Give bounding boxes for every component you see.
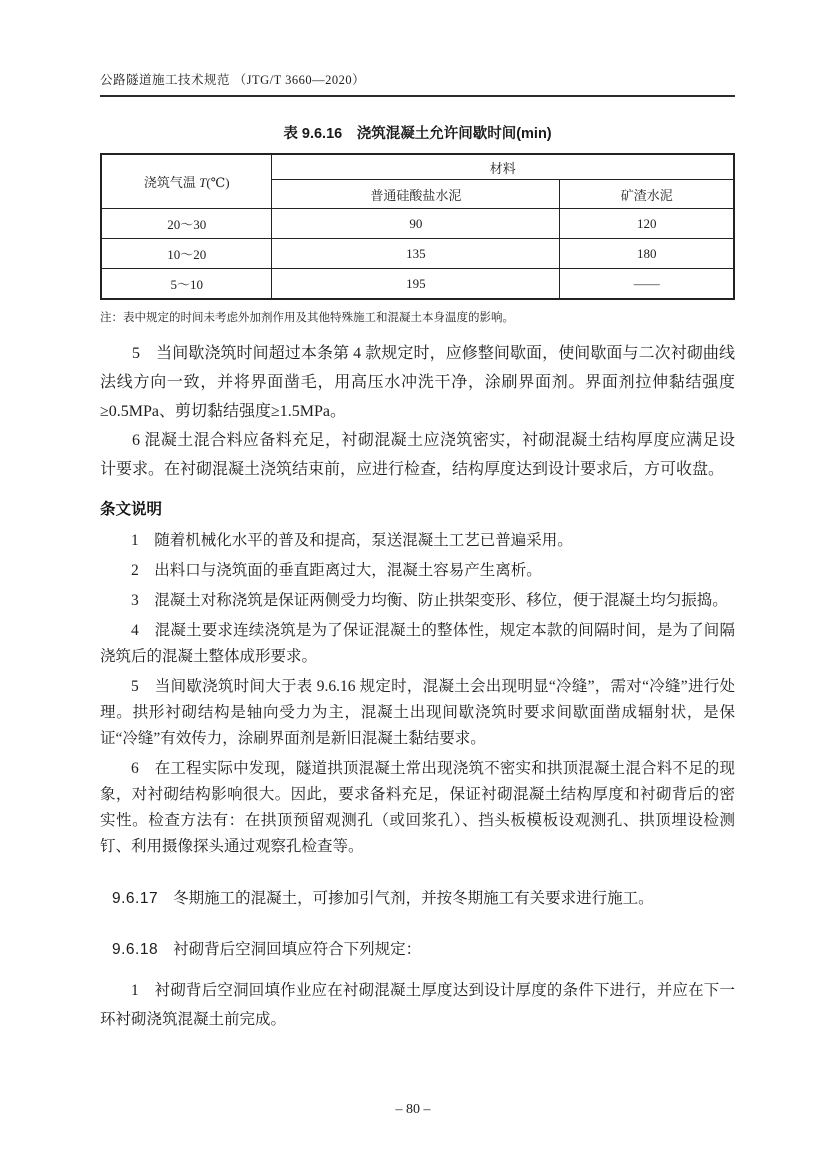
explanation-item-3: 3 混凝土对称浇筑是保证两侧受力均衡、防止拱架变形、移位，便于混凝土均匀振捣。 bbox=[131, 592, 728, 609]
clause-number: 9.6.18 bbox=[112, 941, 159, 958]
explanation-item-6: 6 在工程实际中发现，隧道拱顶混凝土常出现浇筑不密实和拱顶混凝土混合料不足的现象，对衬砌结构影响很大。因此，要求备料充足，保证衬砌混凝土结构厚度和衬砌背后的密实性。检查方法有：在拱顶预留观测孔（或回浆孔）、挡头板模板设观测孔、拱顶埋设检测钉、利用摄像探头通过观察孔检查等。 bbox=[100, 760, 735, 855]
col-header-opc: 普通硅酸盐水泥 bbox=[272, 180, 560, 209]
cell-slag-value: —— bbox=[560, 269, 734, 300]
page-number: – 80 – bbox=[395, 1102, 431, 1117]
group-header-material: 材料 bbox=[272, 154, 734, 180]
cell-opc-value: 135 bbox=[272, 239, 560, 269]
clause-text: 衬砌背后空洞回填应符合下列规定： bbox=[173, 941, 422, 958]
explanation-item-4: 4 混凝土要求连续浇筑是为了保证混凝土的整体性，规定本款的间隔时间，是为了间隔浇筑后的混凝土整体成形要求。 bbox=[100, 622, 735, 665]
table-row bbox=[101, 209, 734, 239]
interval-time-table bbox=[100, 153, 735, 300]
cell-opc-value: 90 bbox=[272, 209, 560, 239]
cell-opc-value: 195 bbox=[272, 269, 560, 300]
cell-slag-value: 120 bbox=[560, 209, 734, 239]
cell-slag-value: 180 bbox=[560, 239, 734, 269]
clause-text: 冬期施工的混凝土，可掺加引气剂，并按冬期施工有关要求进行施工。 bbox=[173, 890, 654, 907]
temperature-variable: T bbox=[199, 175, 207, 190]
explanation-heading: 条文说明 bbox=[100, 501, 163, 518]
explanation-item-1: 1 随着机械化水平的普及和提高，泵送混凝土工艺已普遍采用。 bbox=[131, 532, 573, 549]
explanation-item-2: 2 出料口与浇筑面的垂直距离过大，混凝土容易产生离析。 bbox=[131, 562, 542, 579]
clause-9-6-17 bbox=[100, 887, 735, 911]
clause-number: 9.6.17 bbox=[112, 890, 159, 907]
cell-temp-range: 5～10 bbox=[101, 269, 272, 300]
cell-temp-range: 20～30 bbox=[101, 209, 272, 239]
running-header: 公路隧道施工技术规范 （JTG/T 3660—2020） bbox=[100, 70, 735, 97]
clause-9-6-18-item-1: 1 衬砌背后空洞回填作业应在衬砌混凝土厚度达到设计厚度的条件下进行，并应在下一环衬砌浇筑混凝土前完成。 bbox=[100, 982, 735, 1028]
temperature-unit: (℃) bbox=[206, 175, 230, 190]
table-row bbox=[101, 269, 734, 300]
col-header-temperature bbox=[101, 154, 272, 209]
table-title: 表 9.6.16 浇筑混凝土允许间歇时间(min) bbox=[283, 126, 552, 142]
col-header-temperature-text: 浇筑气温 bbox=[143, 175, 200, 190]
explanation-item-5: 5 当间歇浇筑时间大于表 9.6.16 规定时，混凝土会出现明显“冷缝”，需对“冷缝”进行处理。拱形衬砌结构是轴向受力为主，混凝土出现间歇浇筑时要求间歇面凿成辐射状，是保证“冷缝”有效传力，涂刷界面剂是新旧混凝土黏结要求。 bbox=[100, 678, 735, 747]
col-header-slag: 矿渣水泥 bbox=[560, 180, 734, 209]
table-row bbox=[101, 239, 734, 269]
clause-paragraph-5: 5 当间歇浇筑时间超过本条第 4 款规定时，应修整间歇面，使间歇面与二次衬砌曲线法线方向一致，并将界面凿毛，用高压水冲洗干净，涂刷界面剂。界面剂拉伸黏结强度≥0.5MPa、剪切黏结强度≥1.5MPa。 bbox=[100, 345, 735, 420]
cell-temp-range: 10～20 bbox=[101, 239, 272, 269]
clause-9-6-18 bbox=[100, 938, 735, 962]
table-header-row-1 bbox=[101, 154, 734, 180]
table-note: 注：表中规定的时间未考虑外加剂作用及其他特殊施工和混凝土本身温度的影响。 bbox=[100, 312, 514, 324]
clause-paragraph-6: 6 混凝土混合料应备料充足，衬砌混凝土应浇筑密实，衬砌混凝土结构厚度应满足设计要求。在衬砌混凝土浇筑结束前，应进行检查，结构厚度达到设计要求后，方可收盘。 bbox=[100, 432, 735, 478]
